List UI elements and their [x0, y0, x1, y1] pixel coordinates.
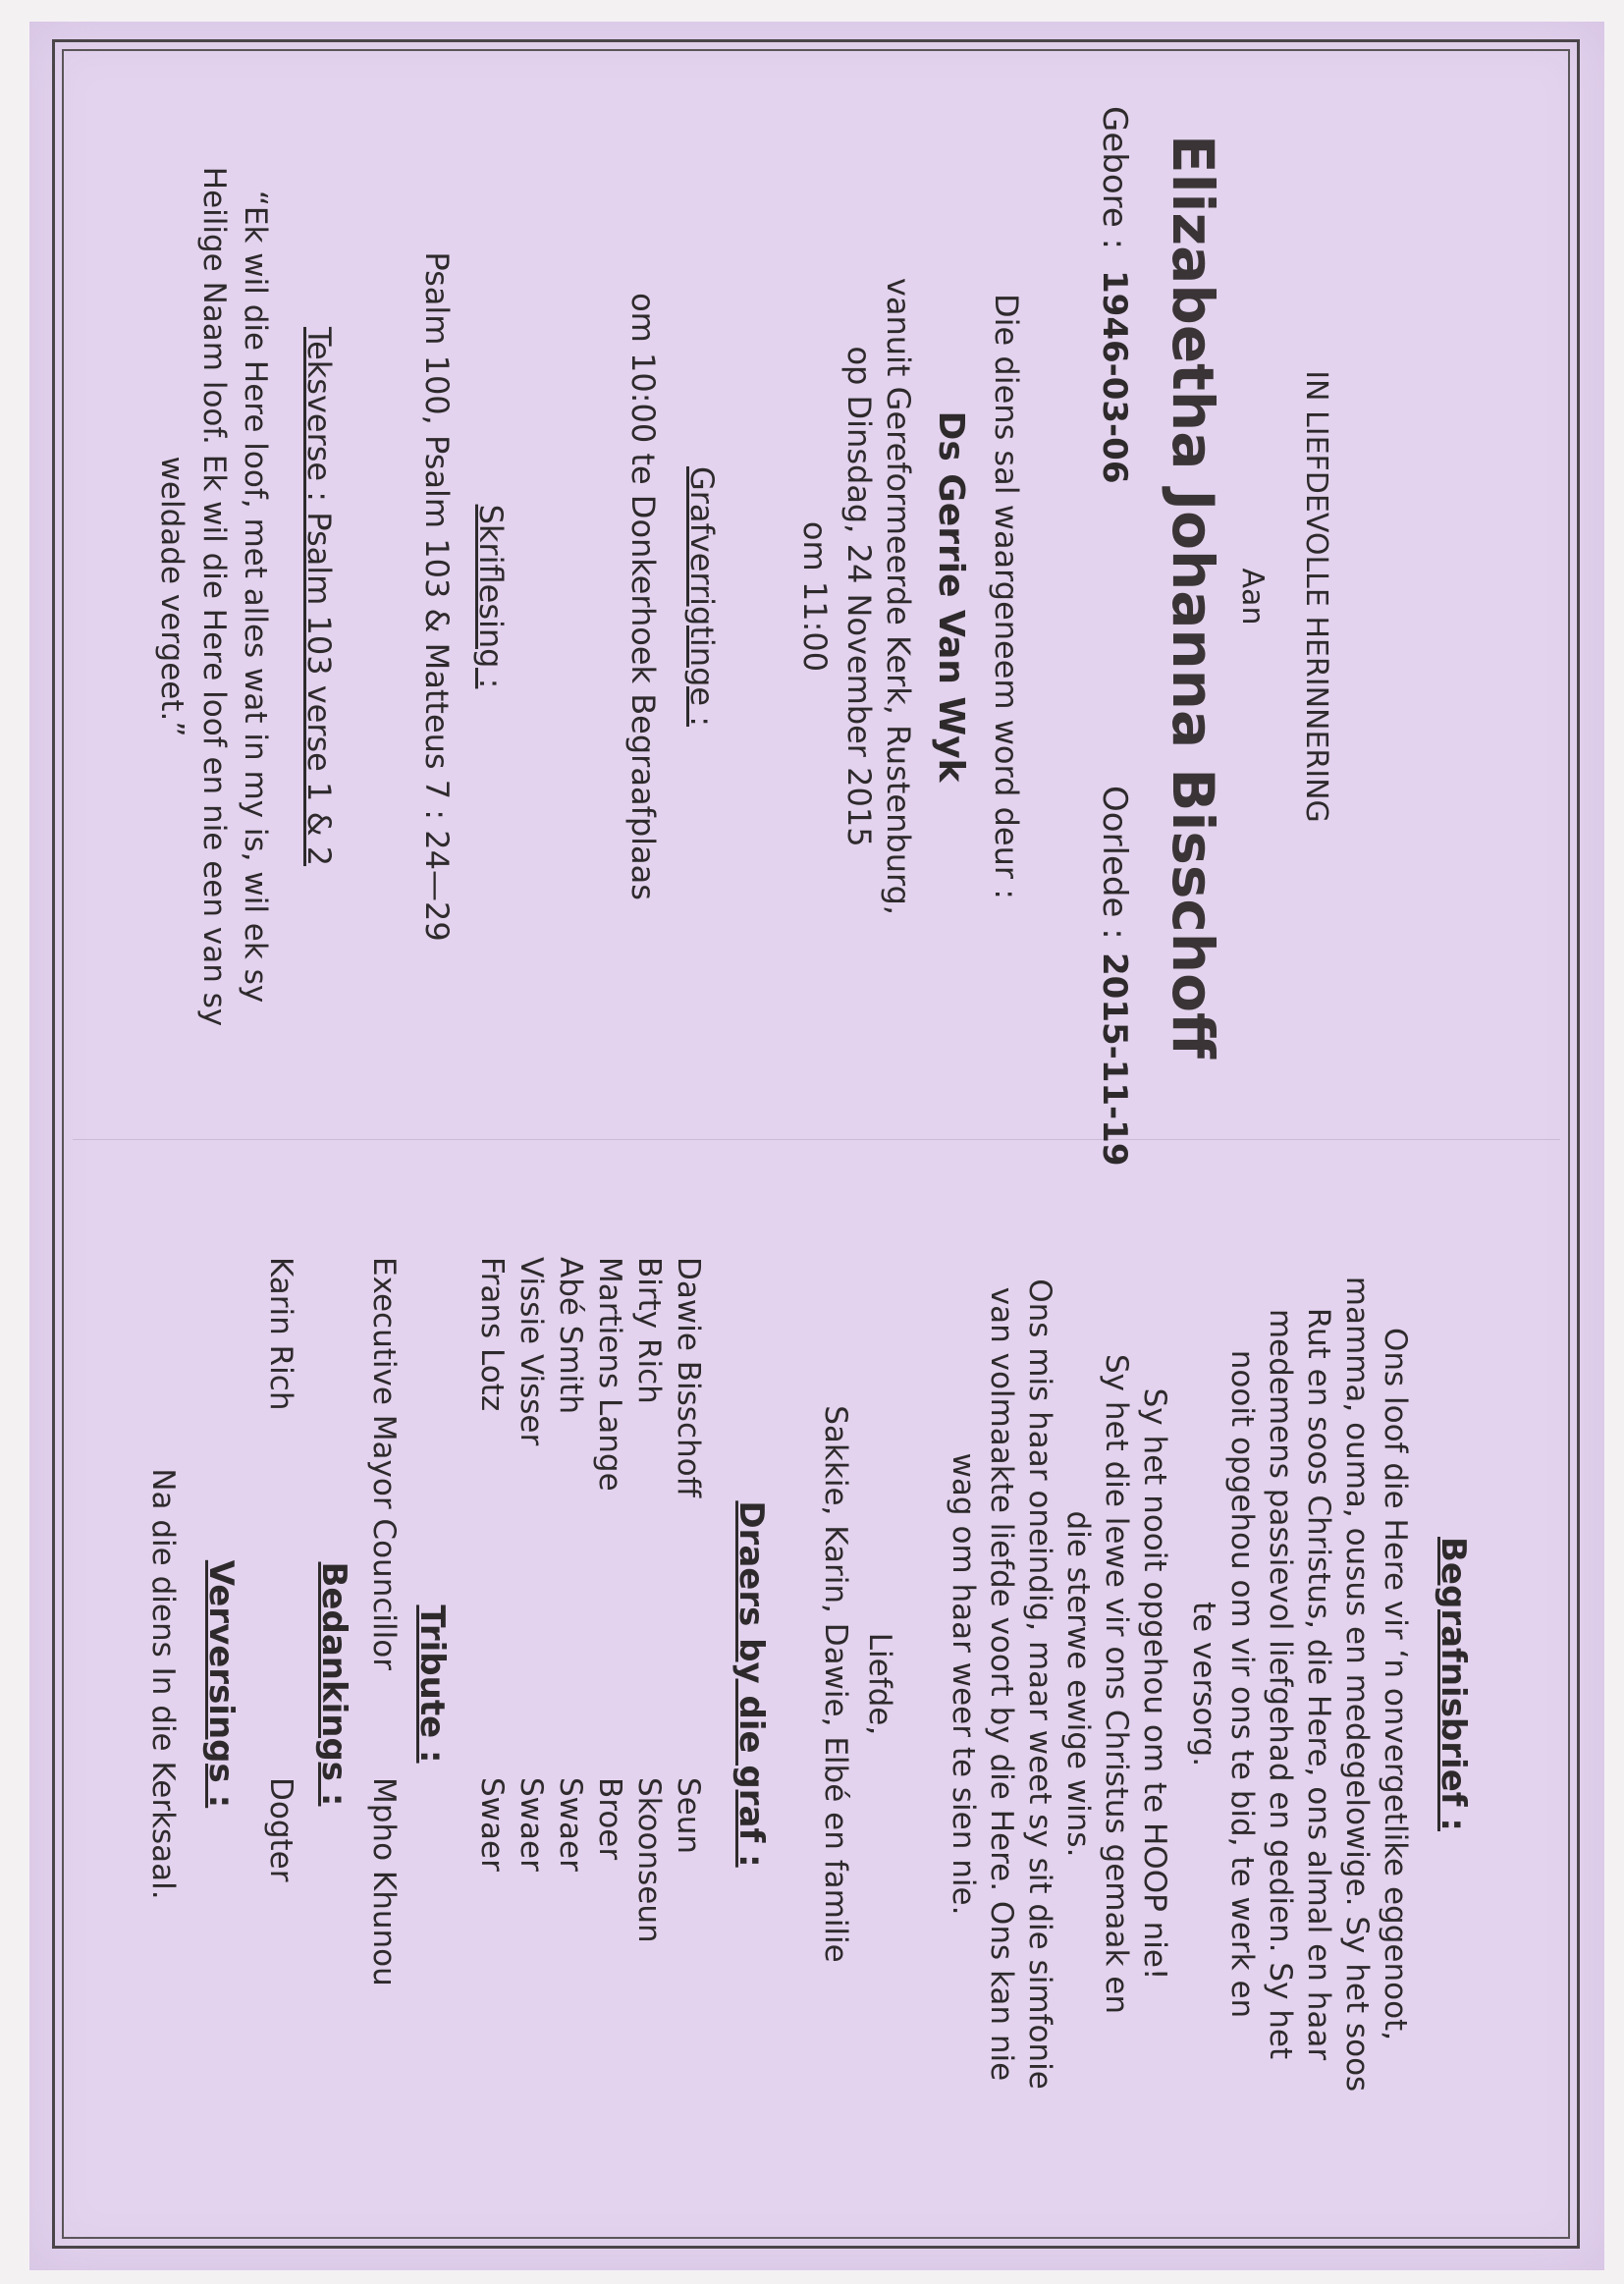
letter-signoff: Sakkie, Karin, Dawie, Elbé en familie — [818, 1405, 853, 1963]
miss-line-1: Ons mis haar oneindig, maar weet sy sit die simfonie — [1022, 1278, 1057, 2090]
verse-line-3: weldade vergeet.” — [154, 456, 189, 737]
bearer-name: Dawie Bisschoff — [671, 1257, 706, 1497]
born-date: 1946-03-06 — [1095, 270, 1134, 484]
hope-line-3: die sterwe ewige wins. — [1060, 1510, 1096, 1858]
letter-line-4: medemens passievol liefgehad en gedien. Sy het — [1263, 1308, 1298, 2060]
tribute-name: Executive Mayor Councillor — [366, 1257, 402, 1670]
born-label: Gebore : — [1095, 106, 1134, 250]
letter-love: Liefde, — [862, 1632, 897, 1736]
memorial-heading: IN LIEFDEVOLLE HERINNERING — [1299, 370, 1333, 823]
verse-heading: Teksverse : Psalm 103 verse 1 & 2 — [300, 326, 338, 867]
hope-line-1: Sy het nooit opgehou om te HOOP nie! — [1137, 1387, 1172, 1981]
burial-heading: Grafverrigtinge : — [683, 465, 721, 728]
letter-line-5: nooit opgehou om vir ons te bid, te werk en — [1224, 1349, 1260, 2019]
service-intro: Die diens sal waargeneem word deur : — [988, 294, 1025, 899]
thanks-relation: Dogter — [263, 1777, 298, 1882]
bearer-relation: Broer — [592, 1777, 627, 1861]
bearer-name: Birty Rich — [631, 1257, 667, 1404]
bearer-relation: Swaer — [514, 1777, 549, 1872]
verse-line-2: Heilige Naam loof. Ek wil die Here loof en nie een van sy — [196, 166, 232, 1027]
bearer-name: Martiens Lange — [592, 1257, 627, 1492]
memorial-panel — [69, 59, 1571, 1167]
tribute-heading: Tribute : — [412, 1604, 452, 1764]
bearers-heading: Draers by die graf : — [731, 1500, 771, 1868]
burial-text: om 10:00 te Donkerhoek Begraafplaas — [624, 293, 662, 900]
bearer-name: Frans Lotz — [474, 1257, 510, 1412]
letter-heading: Begrafnisbrief : — [1434, 1537, 1473, 1831]
bearer-relation: Swaer — [474, 1777, 510, 1872]
thanks-name: Karin Rich — [263, 1257, 298, 1411]
bearer-relation: Seun — [671, 1777, 706, 1855]
hope-line-2: Sy het die lewe vir ons Christus gemaak en — [1099, 1353, 1134, 2015]
refreshments-heading: Verversings : — [201, 1559, 241, 1809]
miss-line-3: wag om haar weer te sien nie. — [946, 1452, 981, 1916]
service-date: op Dinsdag, 24 November 2015 — [840, 346, 878, 847]
deceased-name: Elizabetha Johanna Bisschoff — [1160, 135, 1226, 1059]
died-label: Oorlede : — [1095, 786, 1134, 940]
letter-line-2: mamma, ouma, ousus en medegelowige. Sy het soos — [1339, 1276, 1375, 2093]
minister-name: Ds Gerrie Van Wyk — [931, 410, 971, 783]
bearer-name: Vissie Visser — [514, 1257, 549, 1446]
refreshments-text: Na die diens In die Kerksaal. — [145, 1468, 181, 1900]
bearer-name: Abé Smith — [553, 1257, 588, 1415]
bearer-relation: Skoonseun — [631, 1777, 667, 1943]
verse-line-1: “Ek wil die Here loof, met alles wat in my is, wil ek sy — [238, 190, 273, 1004]
letter-line-1: Ons loof die Here vir ‘n onvergetlike eggenoot, — [1378, 1327, 1413, 2041]
memorial-aan: Aan — [1235, 568, 1270, 625]
died-date: 2015-11-19 — [1095, 952, 1134, 1167]
service-time: om 11:00 — [796, 520, 834, 673]
letter-line-6: te versorg. — [1186, 1601, 1221, 1767]
letter-panel — [69, 1149, 1571, 2219]
tribute-person: Mpho Khunou — [366, 1777, 402, 1986]
miss-line-2: van volmaakte liefde voort by die Here. Ons kan nie — [984, 1286, 1019, 2082]
rotated-programme — [69, 59, 1571, 2219]
thanks-heading: Bedankings : — [314, 1561, 353, 1807]
bearer-relation: Swaer — [553, 1777, 588, 1872]
letter-line-3: Rut en soos Christus, die Here, ons almal en haar — [1301, 1307, 1336, 2061]
reading-heading: Skriflesing : — [472, 504, 510, 689]
reading-text: Psalm 100, Psalm 103 & Matteus 7 : 24—29 — [418, 251, 456, 942]
service-church: vanuit Gereformeerde Kerk, Rustenburg, — [880, 277, 917, 916]
